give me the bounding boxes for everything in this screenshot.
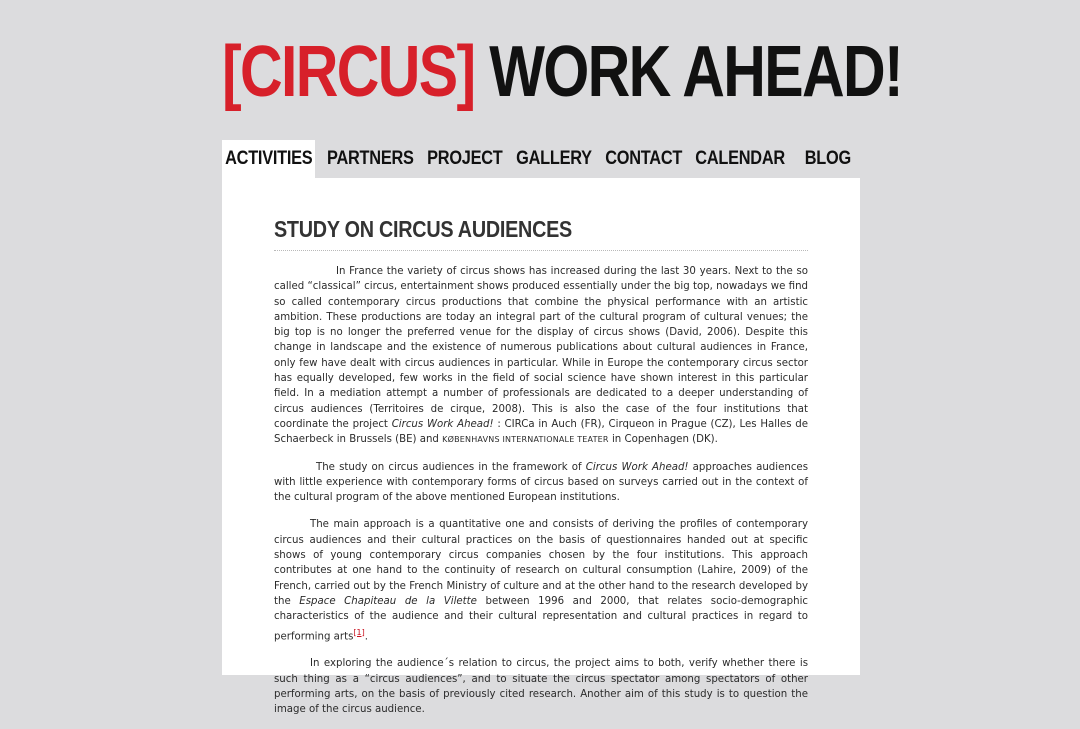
p1-text-b: : CIRCa in Auch (FR), Cirqueon in Prague (CZ), Les Halles de Schaerbeck in Brussels (BE) and (274, 418, 808, 446)
nav-blog[interactable] (795, 140, 860, 178)
paragraph-3 (274, 517, 808, 644)
article (274, 212, 808, 729)
nav-contact[interactable] (603, 140, 685, 178)
p2-project-name: Circus Work Ahead! (585, 461, 689, 473)
nav-project[interactable] (425, 140, 505, 178)
nav-calendar-label: CALENDAR (695, 148, 785, 169)
p3-text-b: between 1996 and 2000, that relates socio-demographic characteristics of the audience and their cultural representation and cultural practices in regard to performing arts (274, 595, 808, 642)
p1-text-c: in Copenhagen (DK). (608, 434, 718, 446)
nav-partners-label: PARTNERS (326, 148, 414, 169)
content-panel (222, 178, 860, 716)
paragraph-4 (274, 656, 808, 717)
p4-text-a: In exploring the audience´s relation to circus, the project aims to both, verify whether there is such thing as a “circus audiences”, and to situate the circus spectator among spectators of other performing arts, on the basis of previously cited research. Another aim of this study is to question the image of the circus audience. (274, 658, 808, 716)
p2-text-a: The study on circus audiences in the framework of (316, 461, 586, 473)
p3-text-c: . (364, 630, 368, 642)
nav-activities[interactable] (222, 140, 315, 178)
nav-gallery-label: GALLERY (516, 148, 592, 169)
p1-project-name: Circus Work Ahead! (391, 418, 494, 430)
nav-activities-label: ACTIVITIES (224, 148, 313, 169)
logo-circus-text: [CIRCUS] (222, 32, 475, 112)
nav-calendar[interactable] (685, 140, 795, 178)
title-divider (274, 250, 808, 251)
paragraph-2 (274, 460, 808, 506)
p3-venue-name: Espace Chapiteau de la Vilette (299, 595, 477, 607)
p1-text-a: In France the variety of circus shows has increased during the last 30 years. Next to the so called “classical” circus, entertainment shows produced essentially under the big top, nowadays we find so called contemporary circus productions that combine the physical performance with an artistic ambition. These productions are today an integral part of the cultural program of cultural venues; the big top is no longer the preferred venue for the display of circus shows (David, 2006). Despite this change in landscape and the existence of numerous publications about cultural audiences in France, only few have dealt with circus audiences in particular. While in Europe the contemporary circus sector has equally developed, few works in the field of social science have shown interest in this particular field. In a mediation attempt a number of professionals are dedicated to a deeper understanding of circus audiences (Territoires de cirque, 2008). This is also the case of the four institutions that coordinate the project (274, 266, 808, 430)
nav-gallery[interactable] (505, 140, 603, 178)
nav-project-label: PROJECT (427, 148, 503, 169)
main-nav (222, 140, 860, 178)
page-title (274, 212, 808, 246)
logo-work-ahead-text: WORK AHEAD! (489, 32, 902, 112)
site-logo[interactable] (222, 32, 902, 112)
footnote-link-1[interactable]: [1] (353, 627, 365, 637)
paragraph-1 (274, 264, 808, 448)
nav-partners[interactable] (315, 140, 425, 178)
p2-text-b: approaches audiences with little experience with contemporary forms of circus based on surveys carried out in the context of the cultural program of the above mentioned European institutions. (274, 461, 809, 504)
nav-blog-label: BLOG (804, 148, 851, 169)
nav-contact-label: CONTACT (605, 148, 683, 169)
p1-theatre-name: KØBENHAVNS INTERNATIONALE TEATER (442, 435, 609, 445)
page-title-text: STUDY ON CIRCUS AUDIENCES (274, 216, 572, 242)
p3-text-a: The main approach is a quantitative one and consists of deriving the profiles of contemporary circus audiences and their cultural practices on the basis of questionnaires handed out at specific shows of young contemporary circus companies chosen by the four institutions. This approach contributes at one hand to the continuity of research on cultural consumption (Lahire, 2009) of the French, carried out by the French Ministry of culture and at the other hand to the research developed by the (274, 519, 808, 607)
